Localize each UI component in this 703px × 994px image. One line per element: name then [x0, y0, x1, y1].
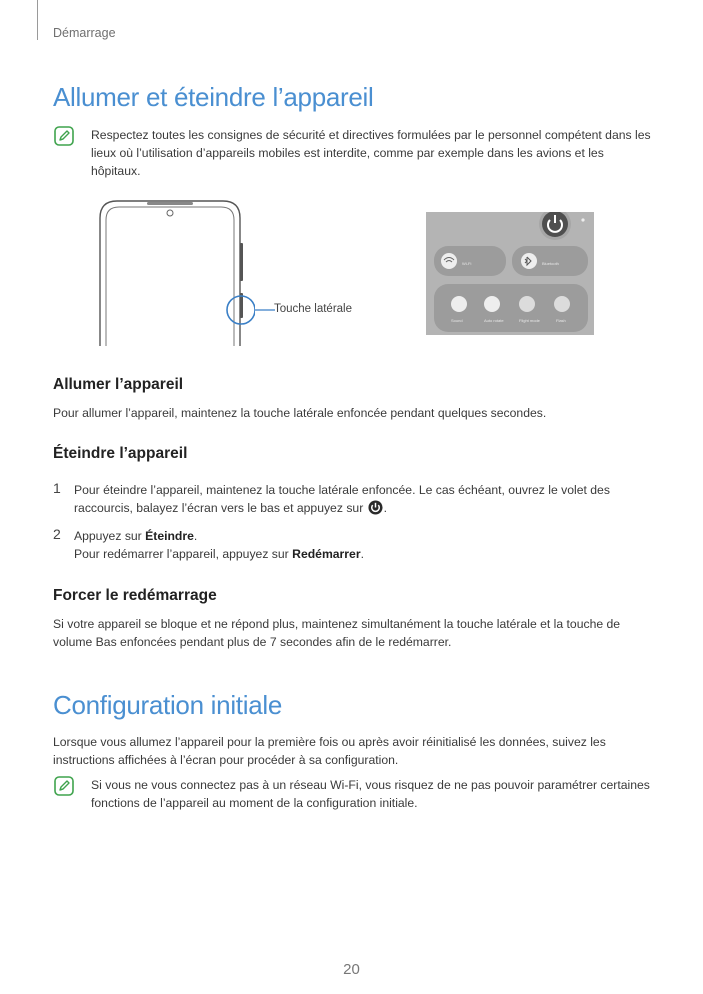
power-on-text: Pour allumer l’appareil, maintenez la touche latérale enfoncée pendant quelques secondes.: [53, 406, 547, 420]
bluetooth-tile-label: Bluetooth: [542, 261, 559, 266]
flash-button-label: Flash: [556, 318, 566, 323]
safety-note-text: Respectez toutes les consignes de sécurité et directives formulées par le personnel compétent dans les lieux où l’utilisation d’appareils mobiles est interdite, comme par exemple dans les avions et les hôpitaux.: [91, 128, 651, 178]
power-off-option: Éteindre: [145, 529, 194, 543]
step-1-text: Pour éteindre l’appareil, maintenez la touche latérale enfoncée. Le cas échéant, ouvrez le volet des raccourcis, balayez l’écran vers le bas et appuyez sur .: [74, 483, 610, 515]
page-number: 20: [343, 961, 360, 978]
callout-line: [255, 309, 275, 313]
section-title-power: Allumer et éteindre l’appareil: [53, 82, 374, 112]
power-icon: [368, 500, 383, 515]
restart-option: Redémarrer: [292, 547, 361, 561]
sound-button-label: Sound: [451, 318, 463, 323]
wifi-tile-label: Wi-Fi: [462, 261, 472, 266]
force-restart-text: Si votre appareil se bloque et ne répond plus, maintenez simultanément la touche latérale et la touche de volume Bas enfoncées pendant plus de 7 secondes afin de le redémarrer.: [53, 617, 621, 649]
section-label: Démarrage: [53, 26, 116, 40]
quick-panel-illustration: [426, 212, 594, 335]
heading-force-restart: Forcer le redémarrage: [53, 587, 217, 604]
phone-illustration: [95, 198, 255, 348]
note-icon: [54, 776, 74, 796]
step-2-text: Appuyez sur Éteindre. Pour redémarrer l’appareil, appuyez sur Redémarrer.: [74, 529, 364, 561]
step-number-2: 2: [53, 526, 61, 542]
side-key-label: Touche latérale: [274, 303, 352, 315]
section-title-setup: Configuration initiale: [53, 690, 282, 720]
setup-text: Lorsque vous allumez l’appareil pour la première fois ou après avoir réinitialisé les données, suivez les instructions affichées à l’écran pour procéder à sa configuration.: [53, 735, 606, 767]
heading-power-off: Éteindre l’appareil: [53, 445, 188, 462]
note-icon: [54, 126, 74, 146]
margin-rule: [37, 0, 38, 40]
wifi-note-text: Si vous ne vous connectez pas à un réseau Wi-Fi, vous risquez de ne pas pouvoir paramétrer certaines fonctions de l’appareil au moment de la configuration initiale.: [91, 778, 650, 810]
flight-button-label: Flight mode: [519, 318, 540, 323]
rotate-button-label: Auto rotate: [484, 318, 504, 323]
heading-power-on: Allumer l’appareil: [53, 376, 184, 393]
step-number-1: 1: [53, 480, 61, 496]
